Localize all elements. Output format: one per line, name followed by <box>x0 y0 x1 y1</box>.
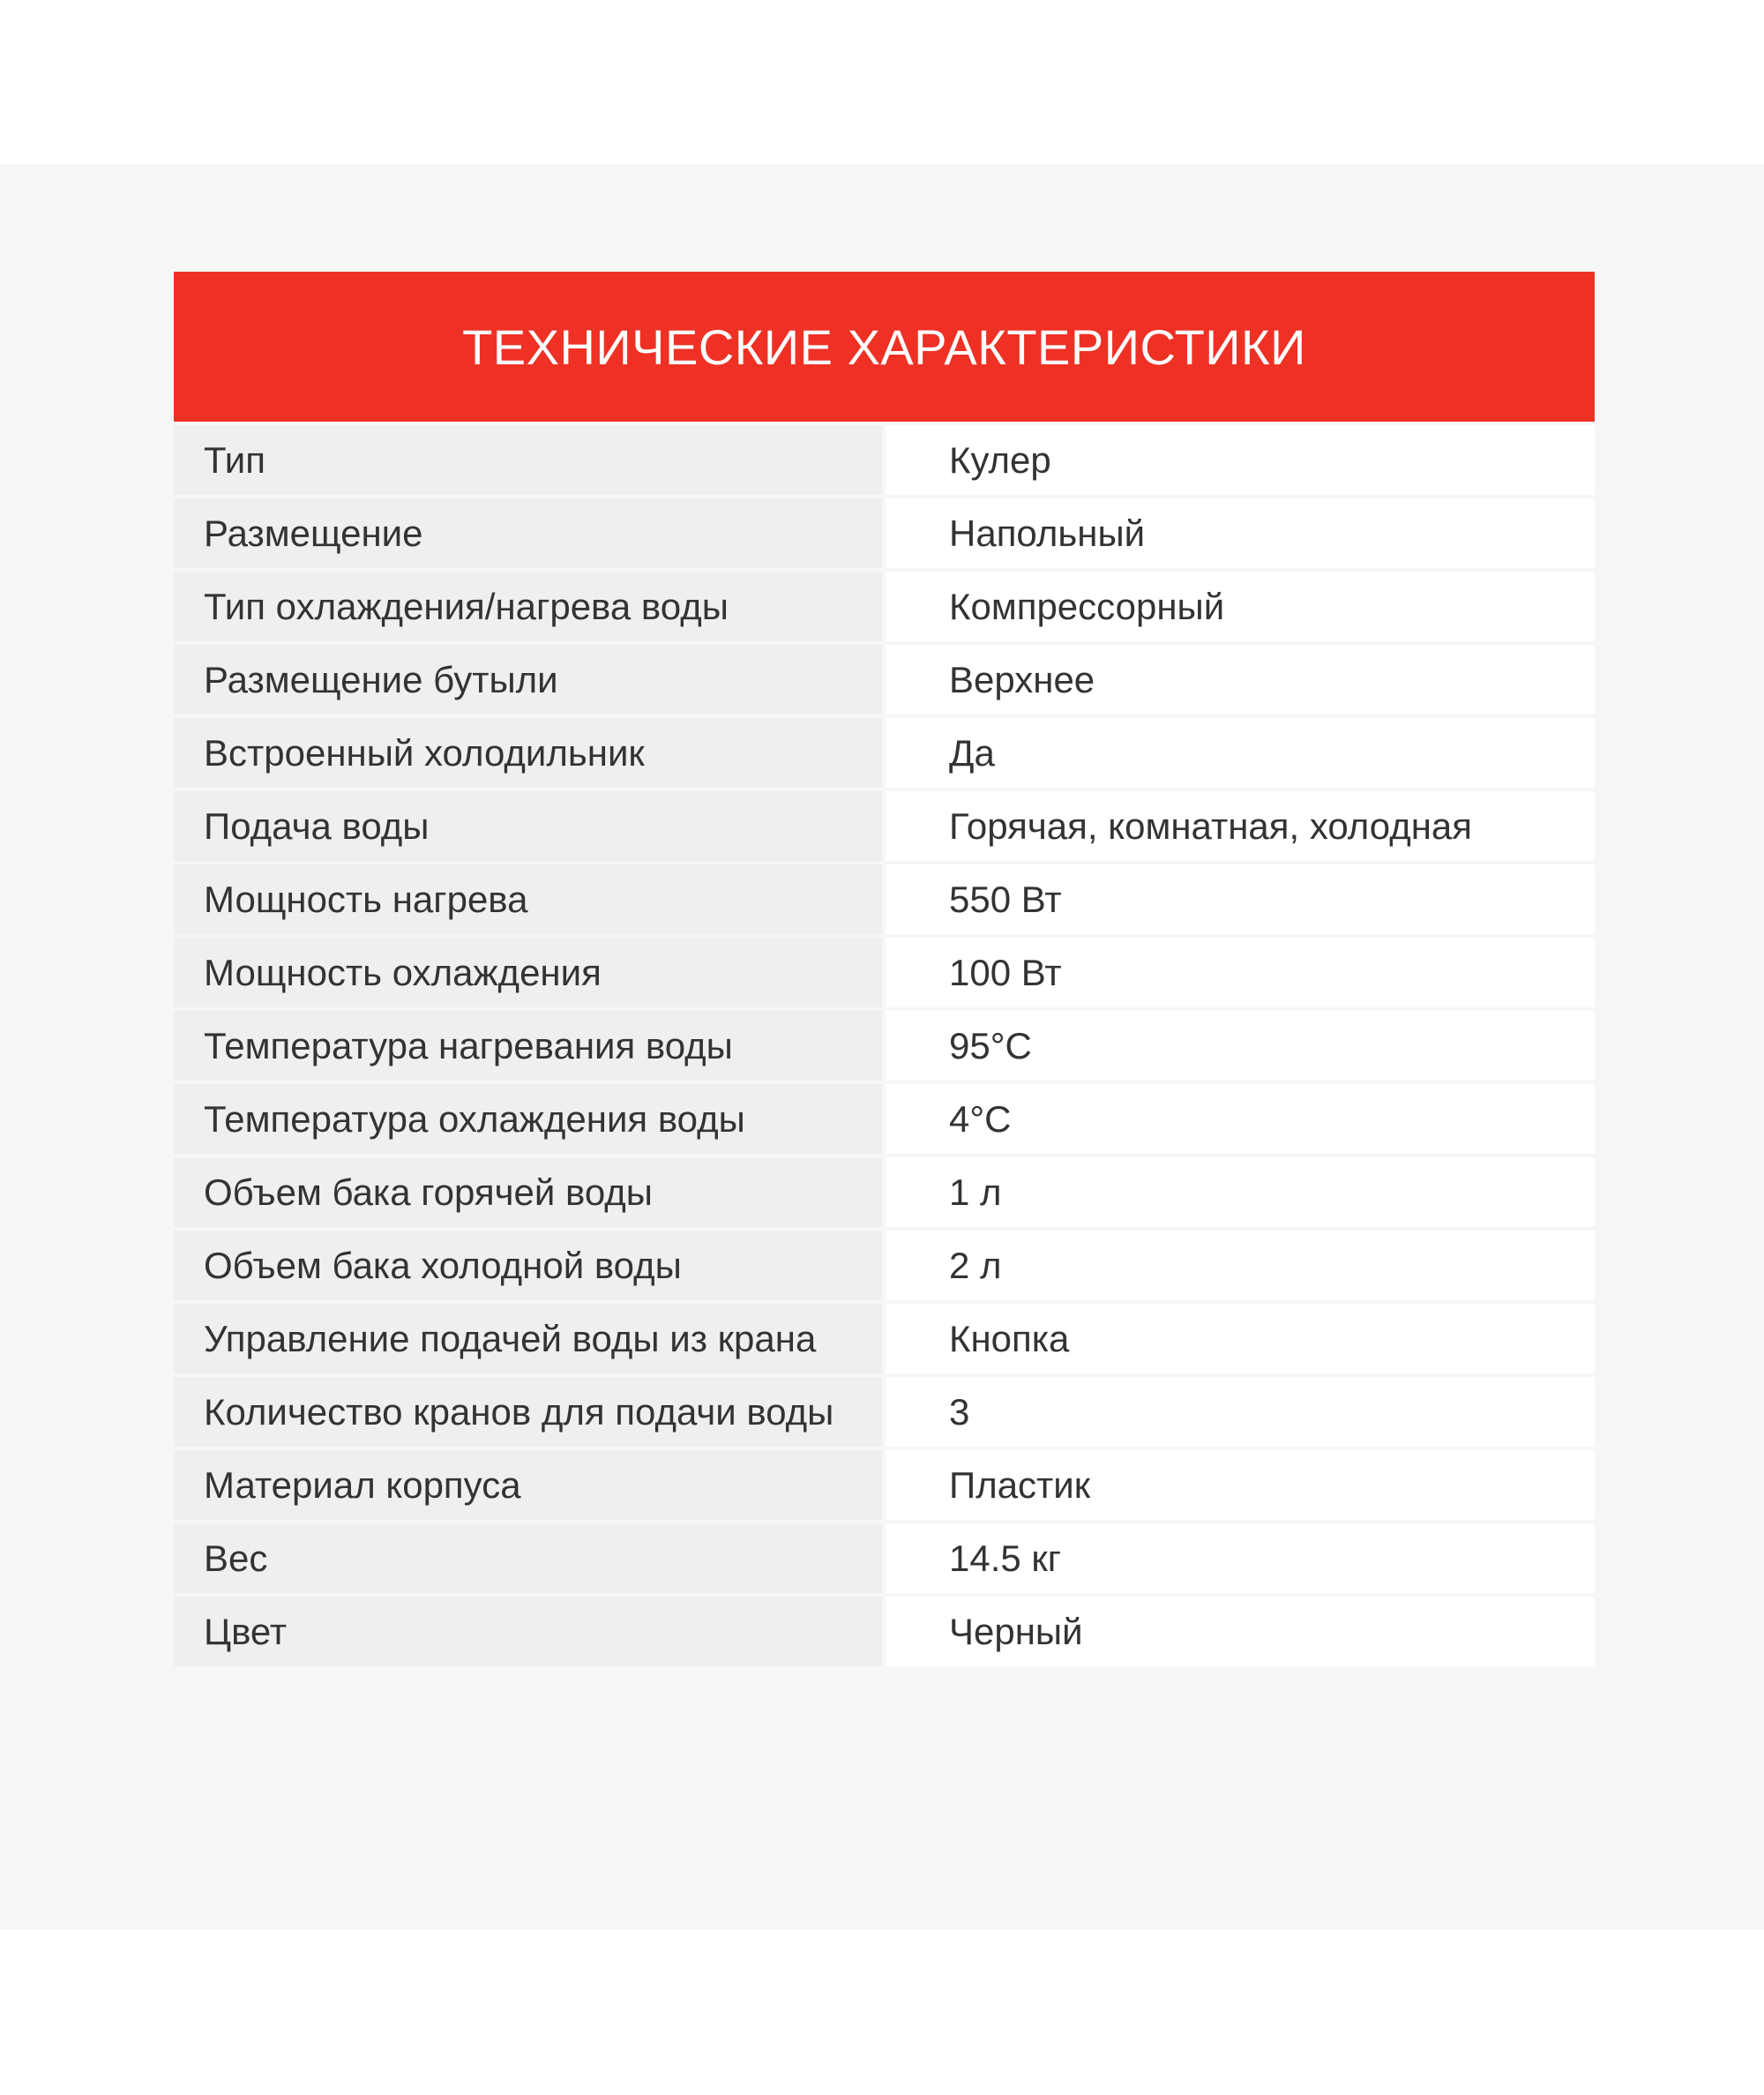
spec-label: Объем бака холодной воды <box>174 1231 882 1300</box>
spec-label: Мощность нагрева <box>174 864 882 934</box>
spec-row <box>174 498 1595 568</box>
spec-value: Кулер <box>886 425 1595 495</box>
specs-card <box>174 272 1595 1666</box>
spec-value: 2 л <box>886 1231 1595 1300</box>
spec-label: Мощность охлаждения <box>174 938 882 1007</box>
spec-row <box>174 645 1595 715</box>
spec-value: Напольный <box>886 498 1595 568</box>
spec-row <box>174 1231 1595 1300</box>
spec-row <box>174 1157 1595 1227</box>
spec-label: Объем бака горячей воды <box>174 1157 882 1227</box>
spec-value: 100 Вт <box>886 938 1595 1007</box>
spec-value: 95°C <box>886 1011 1595 1081</box>
spec-row <box>174 864 1595 934</box>
spec-label: Встроенный холодильник <box>174 718 882 788</box>
spec-label: Материал корпуса <box>174 1450 882 1520</box>
spec-value: 4°C <box>886 1084 1595 1154</box>
spec-row <box>174 1084 1595 1154</box>
spec-row <box>174 1011 1595 1081</box>
spec-row <box>174 791 1595 861</box>
spec-label: Размещение бутыли <box>174 645 882 715</box>
specs-table <box>174 425 1595 1666</box>
spec-value: 3 <box>886 1377 1595 1447</box>
spec-value: Кнопка <box>886 1304 1595 1373</box>
spec-label: Цвет <box>174 1597 882 1666</box>
spec-row <box>174 1523 1595 1593</box>
spec-row <box>174 1597 1595 1666</box>
spec-label: Количество кранов для подачи воды <box>174 1377 882 1447</box>
spec-label: Температура нагревания воды <box>174 1011 882 1081</box>
spec-label: Подача воды <box>174 791 882 861</box>
spec-value: 550 Вт <box>886 864 1595 934</box>
spec-value: 1 л <box>886 1157 1595 1227</box>
spec-label: Управление подачей воды из крана <box>174 1304 882 1373</box>
spec-row <box>174 938 1595 1007</box>
spec-value: Черный <box>886 1597 1595 1666</box>
spec-row <box>174 718 1595 788</box>
spec-row <box>174 572 1595 641</box>
specs-header <box>174 272 1595 422</box>
spec-row <box>174 1377 1595 1447</box>
spec-label: Тип охлаждения/нагрева воды <box>174 572 882 641</box>
spec-value: Компрессорный <box>886 572 1595 641</box>
spec-label: Температура охлаждения воды <box>174 1084 882 1154</box>
spec-label: Вес <box>174 1523 882 1593</box>
spec-row <box>174 1450 1595 1520</box>
spec-value: 14.5 кг <box>886 1523 1595 1593</box>
spec-row <box>174 425 1595 495</box>
spec-value: Верхнее <box>886 645 1595 715</box>
spec-value: Пластик <box>886 1450 1595 1520</box>
specs-title: ТЕХНИЧЕСКИЕ ХАРАКТЕРИСТИКИ <box>462 318 1306 375</box>
spec-value: Да <box>886 718 1595 788</box>
spec-label: Тип <box>174 425 882 495</box>
spec-label: Размещение <box>174 498 882 568</box>
spec-row <box>174 1304 1595 1373</box>
spec-value: Горячая, комнатная, холодная <box>886 791 1595 861</box>
